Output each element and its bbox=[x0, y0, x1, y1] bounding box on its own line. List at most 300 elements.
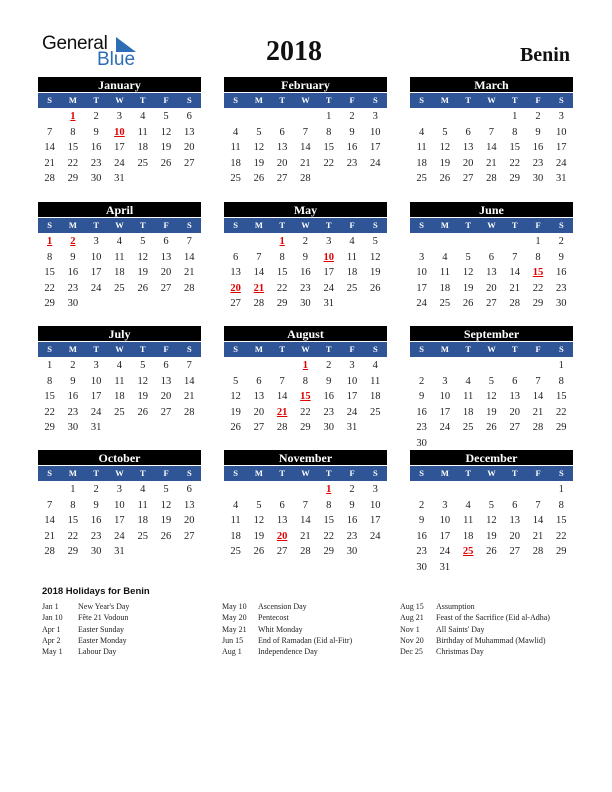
holiday-name: Whit Monday bbox=[258, 624, 303, 634]
day-cell: 18 bbox=[346, 267, 358, 278]
day-cell: 12 bbox=[230, 391, 241, 402]
day-cell: 25 bbox=[230, 173, 241, 184]
day-cell: 10 bbox=[90, 375, 102, 387]
day-cell: 14 bbox=[253, 267, 265, 278]
day-cell: 9 bbox=[93, 126, 99, 138]
day-cell: 4 bbox=[465, 375, 471, 387]
day-cell: 9 bbox=[302, 251, 309, 263]
day-cell: 7 bbox=[302, 499, 309, 511]
day-cell: 30 bbox=[67, 422, 79, 433]
day-cell: 22 bbox=[44, 282, 55, 294]
day-cell: 27 bbox=[276, 546, 288, 557]
day-cell: 19 bbox=[137, 391, 148, 402]
weekday-label: S bbox=[47, 95, 52, 105]
day-cell: 8 bbox=[47, 251, 53, 263]
day-cell: 25 bbox=[416, 173, 427, 184]
day-cell: 10 bbox=[114, 499, 125, 511]
day-cell: 25 bbox=[137, 157, 148, 169]
day-cell: 18 bbox=[137, 142, 148, 153]
weekday-label: W bbox=[301, 220, 310, 230]
holiday-date: Nov 20 bbox=[400, 635, 424, 645]
logo-text-general: General bbox=[42, 33, 108, 54]
holiday-name: Pentecost bbox=[258, 613, 289, 623]
day-cell: 18 bbox=[416, 157, 427, 169]
day-cell: 26 bbox=[369, 282, 381, 294]
weekday-label: M bbox=[440, 468, 449, 478]
weekday-header bbox=[224, 342, 387, 357]
day-cell: 3 bbox=[558, 111, 564, 122]
day-cell: 8 bbox=[326, 499, 332, 511]
day-cell: 5 bbox=[488, 375, 495, 387]
weekday-label: T bbox=[139, 95, 146, 105]
day-cell: 2 bbox=[558, 236, 564, 247]
weekday-label: F bbox=[349, 220, 355, 230]
holiday-column bbox=[400, 601, 550, 657]
day-cell: 6 bbox=[163, 360, 169, 371]
day-cell: 31 bbox=[114, 173, 125, 184]
day-cell: 5 bbox=[372, 236, 378, 247]
day-cell: 7 bbox=[512, 251, 518, 263]
weekday-label: F bbox=[163, 95, 169, 105]
day-cell: 23 bbox=[67, 282, 79, 294]
weekday-label: T bbox=[465, 95, 472, 105]
day-cell: 18 bbox=[137, 515, 148, 526]
weekday-label: T bbox=[93, 95, 100, 105]
day-cell: 23 bbox=[90, 157, 102, 169]
day-cell: 15 bbox=[509, 142, 520, 153]
holiday-date: Nov 1 bbox=[400, 624, 420, 634]
month-title: January bbox=[38, 77, 201, 93]
empty-cell bbox=[38, 482, 61, 498]
country-name: Benin bbox=[519, 44, 570, 66]
month-october bbox=[38, 450, 201, 560]
day-cell: 16 bbox=[90, 142, 102, 153]
holiday-row bbox=[42, 612, 129, 623]
day-cell: 17 bbox=[90, 391, 102, 402]
empty-cell bbox=[247, 358, 270, 374]
day-cell: 19 bbox=[486, 406, 497, 418]
day-cell: 22 bbox=[323, 157, 334, 169]
day-cell: 4 bbox=[465, 499, 471, 511]
weekday-label: W bbox=[301, 468, 310, 478]
day-grid bbox=[38, 481, 201, 560]
day-cell: 13 bbox=[253, 391, 265, 402]
day-cell: 7 bbox=[535, 499, 541, 511]
day-cell: 11 bbox=[230, 515, 241, 526]
weekday-label: W bbox=[487, 344, 496, 354]
day-cell: 10 bbox=[416, 267, 427, 278]
month-april bbox=[38, 202, 201, 312]
day-cell: 25 bbox=[114, 282, 125, 294]
empty-cell bbox=[224, 482, 247, 498]
day-cell: 17 bbox=[416, 282, 427, 294]
month-title: April bbox=[38, 202, 201, 218]
day-cell: 16 bbox=[323, 391, 334, 402]
day-cell: 4 bbox=[233, 126, 239, 138]
weekday-label: F bbox=[535, 95, 541, 105]
holiday-date: May 1 bbox=[42, 647, 63, 657]
day-cell: 22 bbox=[276, 282, 288, 294]
day-cell: 23 bbox=[532, 157, 544, 169]
day-cell: 31 bbox=[346, 422, 358, 433]
day-cell: 30 bbox=[300, 298, 311, 309]
day-cell: 21 bbox=[44, 530, 55, 542]
weekday-label: T bbox=[139, 468, 146, 478]
weekday-label: S bbox=[372, 95, 378, 105]
day-cell: 17 bbox=[346, 391, 358, 402]
day-cell: 21 bbox=[183, 267, 195, 278]
day-cell: 27 bbox=[183, 530, 195, 542]
empty-cell bbox=[480, 358, 503, 374]
day-cell: 29 bbox=[67, 173, 79, 184]
day-cell: 13 bbox=[183, 499, 195, 511]
day-cell: 2 bbox=[349, 484, 355, 495]
day-cell: 14 bbox=[532, 515, 544, 526]
day-cell: 11 bbox=[463, 515, 474, 526]
day-cell: 18 bbox=[369, 391, 381, 402]
holiday-day-cell: 15 bbox=[300, 391, 311, 402]
day-cell: 24 bbox=[90, 282, 102, 294]
day-cell: 28 bbox=[486, 173, 497, 184]
day-cell: 17 bbox=[439, 406, 451, 418]
holiday-row bbox=[222, 646, 352, 657]
day-cell: 12 bbox=[137, 375, 148, 387]
day-cell: 2 bbox=[535, 111, 541, 122]
day-cell: 24 bbox=[369, 530, 381, 542]
weekday-label: T bbox=[139, 344, 146, 354]
day-cell: 8 bbox=[326, 126, 332, 138]
empty-cell bbox=[457, 358, 480, 374]
empty-cell bbox=[410, 234, 433, 250]
day-cell: 3 bbox=[442, 375, 448, 387]
day-cell: 6 bbox=[233, 251, 239, 263]
weekday-label: S bbox=[372, 220, 378, 230]
day-cell: 11 bbox=[137, 126, 148, 138]
day-cell: 19 bbox=[439, 157, 451, 169]
day-cell: 12 bbox=[369, 251, 381, 263]
day-grid bbox=[410, 357, 573, 451]
day-cell: 15 bbox=[44, 391, 55, 402]
day-cell: 24 bbox=[555, 157, 567, 169]
day-cell: 22 bbox=[44, 406, 55, 418]
weekday-header bbox=[224, 218, 387, 233]
weekday-label: S bbox=[558, 95, 564, 105]
day-cell: 20 bbox=[509, 530, 520, 542]
day-cell: 5 bbox=[442, 126, 448, 138]
day-cell: 30 bbox=[416, 437, 427, 449]
empty-cell bbox=[433, 109, 456, 125]
empty-cell bbox=[526, 358, 549, 374]
day-cell: 18 bbox=[462, 406, 474, 418]
day-cell: 4 bbox=[140, 484, 146, 495]
logo bbox=[42, 33, 142, 73]
day-cell: 18 bbox=[462, 530, 474, 542]
day-cell: 9 bbox=[93, 499, 99, 511]
day-cell: 26 bbox=[160, 530, 172, 542]
day-cell: 29 bbox=[44, 298, 55, 309]
holiday-date: May 21 bbox=[222, 624, 247, 634]
holiday-name: Feast of the Sacrifice (Eid al-Adha) bbox=[436, 613, 550, 623]
holiday-row bbox=[42, 601, 129, 612]
day-cell: 24 bbox=[323, 282, 334, 294]
day-cell: 24 bbox=[416, 298, 427, 309]
weekday-header bbox=[38, 466, 201, 481]
day-cell: 19 bbox=[160, 142, 172, 153]
weekday-label: T bbox=[511, 220, 518, 230]
day-cell: 2 bbox=[419, 375, 425, 387]
day-cell: 24 bbox=[439, 546, 451, 557]
holiday-date: Dec 25 bbox=[400, 647, 423, 657]
day-cell: 29 bbox=[67, 546, 79, 557]
month-title: September bbox=[410, 326, 573, 342]
day-cell: 26 bbox=[439, 173, 451, 184]
weekday-label: W bbox=[487, 95, 496, 105]
day-cell: 19 bbox=[462, 282, 474, 294]
day-cell: 16 bbox=[90, 515, 102, 526]
holiday-day-cell: 20 bbox=[276, 530, 288, 542]
empty-cell bbox=[410, 482, 433, 498]
weekday-label: S bbox=[419, 468, 424, 478]
weekday-label: F bbox=[163, 220, 169, 230]
weekday-label: T bbox=[279, 95, 286, 105]
day-cell: 29 bbox=[44, 422, 55, 433]
day-cell: 18 bbox=[230, 157, 241, 169]
day-cell: 17 bbox=[114, 142, 125, 153]
day-cell: 2 bbox=[93, 484, 99, 495]
day-cell: 9 bbox=[70, 375, 76, 387]
day-cell: 9 bbox=[419, 515, 425, 526]
day-cell: 24 bbox=[90, 406, 102, 418]
day-cell: 10 bbox=[346, 375, 358, 387]
day-cell: 17 bbox=[439, 530, 451, 542]
empty-cell bbox=[503, 482, 526, 498]
day-cell: 1 bbox=[70, 484, 76, 495]
day-cell: 30 bbox=[532, 173, 544, 184]
day-cell: 3 bbox=[419, 251, 425, 263]
month-march bbox=[410, 77, 573, 187]
month-title: July bbox=[38, 326, 201, 342]
day-cell: 10 bbox=[439, 391, 451, 402]
weekday-label: T bbox=[325, 95, 332, 105]
day-cell: 22 bbox=[67, 530, 79, 542]
day-cell: 24 bbox=[439, 422, 451, 433]
weekday-header bbox=[410, 342, 573, 357]
weekday-label: M bbox=[254, 468, 263, 478]
empty-cell bbox=[457, 482, 480, 498]
day-cell: 7 bbox=[256, 251, 262, 263]
day-cell: 6 bbox=[465, 126, 471, 138]
day-cell: 27 bbox=[486, 298, 497, 309]
day-cell: 10 bbox=[555, 126, 567, 138]
day-cell: 26 bbox=[160, 157, 172, 169]
weekday-label: T bbox=[511, 344, 518, 354]
day-cell: 6 bbox=[512, 499, 518, 511]
weekday-label: T bbox=[465, 220, 472, 230]
day-cell: 1 bbox=[558, 360, 564, 371]
day-cell: 24 bbox=[369, 157, 381, 169]
day-grid bbox=[224, 233, 387, 312]
day-cell: 29 bbox=[555, 422, 567, 433]
day-cell: 2 bbox=[70, 360, 76, 371]
day-cell: 20 bbox=[462, 157, 474, 169]
day-cell: 18 bbox=[230, 530, 241, 542]
day-cell: 27 bbox=[509, 422, 520, 433]
day-cell: 16 bbox=[67, 267, 79, 278]
day-cell: 11 bbox=[370, 375, 381, 387]
holiday-date: Jun 15 bbox=[222, 635, 244, 645]
day-cell: 2 bbox=[349, 111, 355, 122]
day-cell: 17 bbox=[90, 267, 102, 278]
weekday-label: S bbox=[419, 344, 424, 354]
day-cell: 7 bbox=[488, 126, 495, 138]
weekday-header bbox=[410, 93, 573, 108]
weekday-label: M bbox=[68, 344, 77, 354]
weekday-header bbox=[410, 218, 573, 233]
weekday-label: S bbox=[233, 220, 238, 230]
weekday-label: S bbox=[233, 95, 238, 105]
weekday-label: F bbox=[349, 344, 355, 354]
day-cell: 11 bbox=[114, 375, 125, 387]
holiday-day-cell: 21 bbox=[253, 282, 265, 294]
day-cell: 20 bbox=[160, 391, 172, 402]
day-cell: 25 bbox=[230, 546, 241, 557]
weekday-label: S bbox=[233, 344, 238, 354]
weekday-label: F bbox=[535, 220, 541, 230]
day-cell: 28 bbox=[300, 173, 311, 184]
day-cell: 14 bbox=[44, 142, 55, 153]
holiday-day-cell: 1 bbox=[70, 111, 76, 122]
day-cell: 6 bbox=[512, 375, 518, 387]
day-cell: 7 bbox=[302, 126, 309, 138]
month-august bbox=[224, 326, 387, 436]
weekday-label: F bbox=[349, 95, 355, 105]
holiday-name: End of Ramadan (Eid al-Fitr) bbox=[258, 635, 353, 645]
day-cell: 8 bbox=[70, 499, 76, 511]
day-cell: 1 bbox=[512, 111, 518, 122]
day-cell: 13 bbox=[160, 375, 172, 387]
day-cell: 15 bbox=[67, 515, 79, 526]
weekday-label: S bbox=[186, 95, 192, 105]
day-cell: 23 bbox=[346, 157, 358, 169]
day-cell: 25 bbox=[137, 530, 148, 542]
weekday-label: S bbox=[558, 344, 564, 354]
holiday-date: Apr 2 bbox=[42, 635, 61, 645]
empty-cell bbox=[224, 234, 247, 250]
day-cell: 29 bbox=[276, 298, 288, 309]
weekday-label: W bbox=[115, 344, 124, 354]
holiday-row bbox=[400, 635, 550, 646]
holiday-name: New Year's Day bbox=[78, 602, 130, 611]
month-title: February bbox=[224, 77, 387, 93]
empty-cell bbox=[224, 109, 247, 125]
holiday-date: Jan 1 bbox=[42, 602, 59, 611]
weekday-label: F bbox=[163, 344, 169, 354]
day-cell: 20 bbox=[183, 142, 195, 153]
day-cell: 29 bbox=[300, 422, 311, 433]
day-cell: 22 bbox=[67, 157, 79, 169]
weekday-label: S bbox=[419, 95, 424, 105]
weekday-header bbox=[38, 93, 201, 108]
month-september bbox=[410, 326, 573, 451]
day-cell: 26 bbox=[486, 422, 497, 433]
day-cell: 13 bbox=[276, 515, 288, 526]
day-cell: 12 bbox=[439, 142, 451, 153]
weekday-label: M bbox=[254, 344, 263, 354]
month-november bbox=[224, 450, 387, 560]
day-cell: 23 bbox=[90, 530, 102, 542]
day-cell: 5 bbox=[163, 484, 169, 495]
empty-cell bbox=[410, 109, 433, 125]
empty-cell bbox=[433, 358, 456, 374]
holiday-name: All Saints' Day bbox=[436, 624, 485, 634]
holiday-row bbox=[400, 601, 550, 612]
day-cell: 29 bbox=[532, 298, 544, 309]
empty-cell bbox=[503, 234, 526, 250]
day-cell: 9 bbox=[558, 251, 564, 263]
empty-cell bbox=[271, 482, 294, 498]
day-cell: 27 bbox=[253, 422, 265, 433]
day-cell: 19 bbox=[230, 406, 241, 418]
day-cell: 21 bbox=[509, 282, 520, 294]
day-grid bbox=[38, 233, 201, 312]
empty-cell bbox=[294, 109, 317, 125]
day-cell: 28 bbox=[253, 298, 265, 309]
month-title: December bbox=[410, 450, 573, 466]
day-grid bbox=[38, 108, 201, 187]
holiday-date: May 10 bbox=[222, 602, 247, 611]
day-cell: 14 bbox=[486, 142, 497, 153]
day-cell: 31 bbox=[439, 561, 451, 573]
day-cell: 22 bbox=[300, 406, 311, 418]
weekday-label: S bbox=[558, 468, 564, 478]
day-cell: 19 bbox=[160, 515, 172, 526]
day-cell: 31 bbox=[323, 298, 334, 309]
day-cell: 14 bbox=[183, 251, 195, 263]
day-cell: 23 bbox=[416, 546, 427, 557]
day-cell: 27 bbox=[160, 282, 172, 294]
weekday-label: M bbox=[254, 95, 263, 105]
holiday-day-cell: 1 bbox=[326, 484, 332, 495]
weekday-label: S bbox=[186, 468, 192, 478]
day-cell: 8 bbox=[558, 499, 564, 511]
day-cell: 30 bbox=[90, 546, 102, 557]
day-cell: 15 bbox=[555, 391, 567, 402]
day-cell: 16 bbox=[416, 406, 427, 418]
day-cell: 17 bbox=[369, 515, 381, 526]
weekday-label: W bbox=[487, 468, 496, 478]
day-cell: 17 bbox=[323, 267, 334, 278]
day-cell: 3 bbox=[442, 499, 448, 511]
day-cell: 28 bbox=[276, 422, 288, 433]
day-cell: 26 bbox=[230, 422, 241, 433]
day-cell: 28 bbox=[300, 546, 311, 557]
day-cell: 21 bbox=[183, 391, 195, 402]
day-cell: 13 bbox=[230, 267, 241, 278]
month-title: October bbox=[38, 450, 201, 466]
day-cell: 12 bbox=[462, 267, 474, 278]
weekday-label: M bbox=[68, 95, 77, 105]
day-cell: 6 bbox=[256, 375, 262, 387]
day-cell: 14 bbox=[300, 515, 311, 526]
day-cell: 14 bbox=[44, 515, 55, 526]
day-cell: 9 bbox=[419, 391, 425, 402]
day-grid bbox=[410, 233, 573, 312]
holiday-day-cell: 10 bbox=[323, 251, 334, 263]
day-cell: 4 bbox=[372, 360, 378, 371]
day-cell: 7 bbox=[47, 499, 53, 511]
weekday-label: M bbox=[254, 220, 263, 230]
day-cell: 13 bbox=[183, 126, 195, 138]
